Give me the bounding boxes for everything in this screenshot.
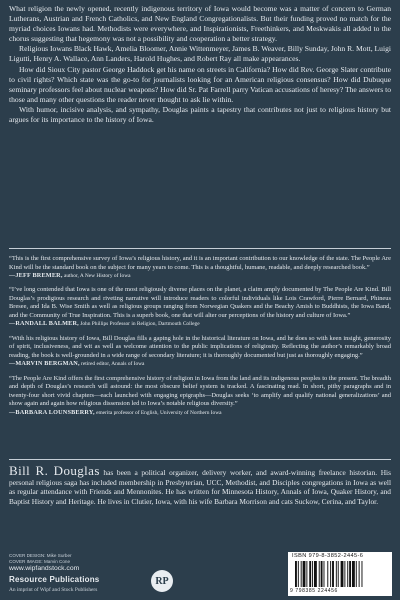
endorser-role: emerita professor of English, University of Northern Iowa bbox=[94, 409, 222, 416]
endorser-role: author, A New History of Iowa bbox=[62, 273, 131, 279]
back-cover bbox=[9, 4, 391, 596]
endorsement-attribution bbox=[9, 320, 391, 328]
endorsements bbox=[9, 255, 391, 423]
author-bio bbox=[9, 463, 391, 506]
publisher-logo-icon: RP bbox=[151, 570, 173, 592]
isbn-label: ISBN 979-8-3852-2445-6 bbox=[292, 553, 364, 559]
endorsement-attribution bbox=[9, 272, 391, 280]
author-name: Bill R. Douglas bbox=[9, 463, 100, 478]
endorser-role: John Phillips Professor in Religion, Dartmouth College bbox=[78, 321, 200, 328]
endorsement bbox=[9, 375, 391, 417]
endorsement-attribution bbox=[9, 409, 391, 417]
endorsement-text: “With his religious history of Iowa, Bill Douglas fills a gaping hole in the historical literature on Iowa, and he does so with keen insight, generosity of spirit, inclusiveness, and wit as well as welcome attention to the public implications of religiosity. Reflecting the author’s remarkably broad reading, the book is well-grounded in a wide range of secondary literature; it is thoroughly documented but just as thoroughly engaging.” bbox=[9, 334, 391, 359]
endorsement bbox=[9, 255, 391, 280]
endorser-name: —BARBARA LOUNSBERRY, bbox=[9, 408, 95, 416]
endorser-name: —RANDALL BALMER, bbox=[9, 320, 79, 328]
author-bio-text: has been a political organizer, delivery worker, and award-winning freelance historian. His personal religious saga has included membership in Presbyterian, UCC, Methodist, and Disciples congregations in Iowa as well as regular attendance with Friends and Mennonites. He has written for Minnesota History, Annals of Iowa, Quaker History, and Baptist History and Heritage. He lives in Clutier, Iowa, with his wife Barbara Morrison and cats Suckow, Cerina, and Taylor. bbox=[9, 468, 391, 506]
divider-bottom bbox=[9, 459, 391, 460]
cover-credits bbox=[9, 553, 72, 564]
endorser-name: —MARVIN BERGMAN, bbox=[9, 360, 80, 368]
barcode-icon bbox=[295, 561, 385, 587]
barcode-panel bbox=[288, 552, 392, 596]
intro-paragraph-1: What religion the newly opened, recently indigenous territory of Iowa would become was a matter of concern to German Lutherans, Austrian and French Catholics, and New England Congregationalists. But their funding proved no match for the myriad choices Iowans had. Methodists were everywhere, and Inspirationists, Freethinkers, and Meskwakis all added to the chorus suggesting that hegemony was not a possibility and cooperation a better strategy. bbox=[9, 4, 391, 44]
publisher-name: Resource Publications bbox=[9, 575, 100, 584]
endorser-role: retired editor, Annals of Iowa bbox=[79, 361, 145, 368]
intro-blurb bbox=[9, 4, 391, 125]
intro-paragraph-4: With humor, incisive analysis, and sympathy, Douglas paints a tapestry that contributes not just to religious history but argues for its importance to the history of Iowa. bbox=[9, 104, 391, 125]
divider-top bbox=[9, 248, 391, 249]
cover-design-credit: COVER DESIGN: Mike Surber bbox=[9, 553, 72, 558]
endorsement bbox=[9, 335, 391, 369]
publisher-url[interactable]: www.wipfandstock.com bbox=[9, 565, 80, 572]
intro-paragraph-2: Religious Iowans Black Hawk, Amelia Bloomer, Annie Wittenmeyer, James B. Weaver, Billy Sunday, John R. Mott, Luigi Ligutti, Henry A. Wallace, Ann Landers, Harold Hughes, and Robert Ray all make appearances. bbox=[9, 44, 391, 64]
endorser-name: —JEFF BREMER, bbox=[9, 272, 63, 279]
endorsement-text: “I’ve long contended that Iowa is one of the most religiously diverse places on the planet, a claim amply documented by The People Are Kind. Bill Douglas’s prodigious research and riveting narrative will introduce readers to colorful individuals like Lois Crawford, Pierre Bernard, Phineus Bresee, and Ida B. Wise Smith as well as religious groups ranging from Norwegian Quakers and the Beachy Amish to Buddhists, the Iowa Band, and the Community of True Inspiration. This is a superb book, one that will alter our perceptions of the history and culture of Iowa.” bbox=[9, 286, 391, 319]
endorsement-attribution bbox=[9, 360, 391, 368]
endorsement bbox=[9, 286, 391, 328]
barcode-number: 9 798385 224456 bbox=[290, 588, 338, 594]
endorsement-text: “The People Are Kind offers the first comprehensive history of religion in Iowa from the land and its indigenous peoples to the present. The breadth and depth of Douglas’s research will astound: the most obscure belief system is tracked. A fascinating read. In short, pithy paragraphs and in twenty-four short vivid chapters—each launched with engaging epigraphs—Douglas seeks ‘to amplify and qualify national generalizations’ and show again and again how religious dissension led to Iowa’s notable religious diversity.” bbox=[9, 374, 391, 408]
publisher-imprint: An imprint of Wipf and Stock Publishers bbox=[9, 587, 98, 593]
intro-paragraph-3: How did Sioux City pastor George Haddock get his name on streets in California? How did Rev. George Slater contribute to civil rights? Which state was the go-to for journalists looking for an American religious consensus? How did Dubuque seminary professors feel about nuclear weapons? How did Sr. Pat Farrell parry Vatican accusations of heresy? The answers to those and many other questions the reader never thought to ask lie within. bbox=[9, 64, 391, 104]
endorsement-text: “This is the first comprehensive survey of Iowa’s religious history, and it is an important contribution to our knowledge of the state. The People Are Kind will be the standard book on the subject for many years to come. This is a thoughtful, humane, readable, and deeply researched book.” bbox=[9, 255, 391, 271]
cover-image-credit: COVER IMAGE: Marvin Cone bbox=[9, 558, 71, 564]
